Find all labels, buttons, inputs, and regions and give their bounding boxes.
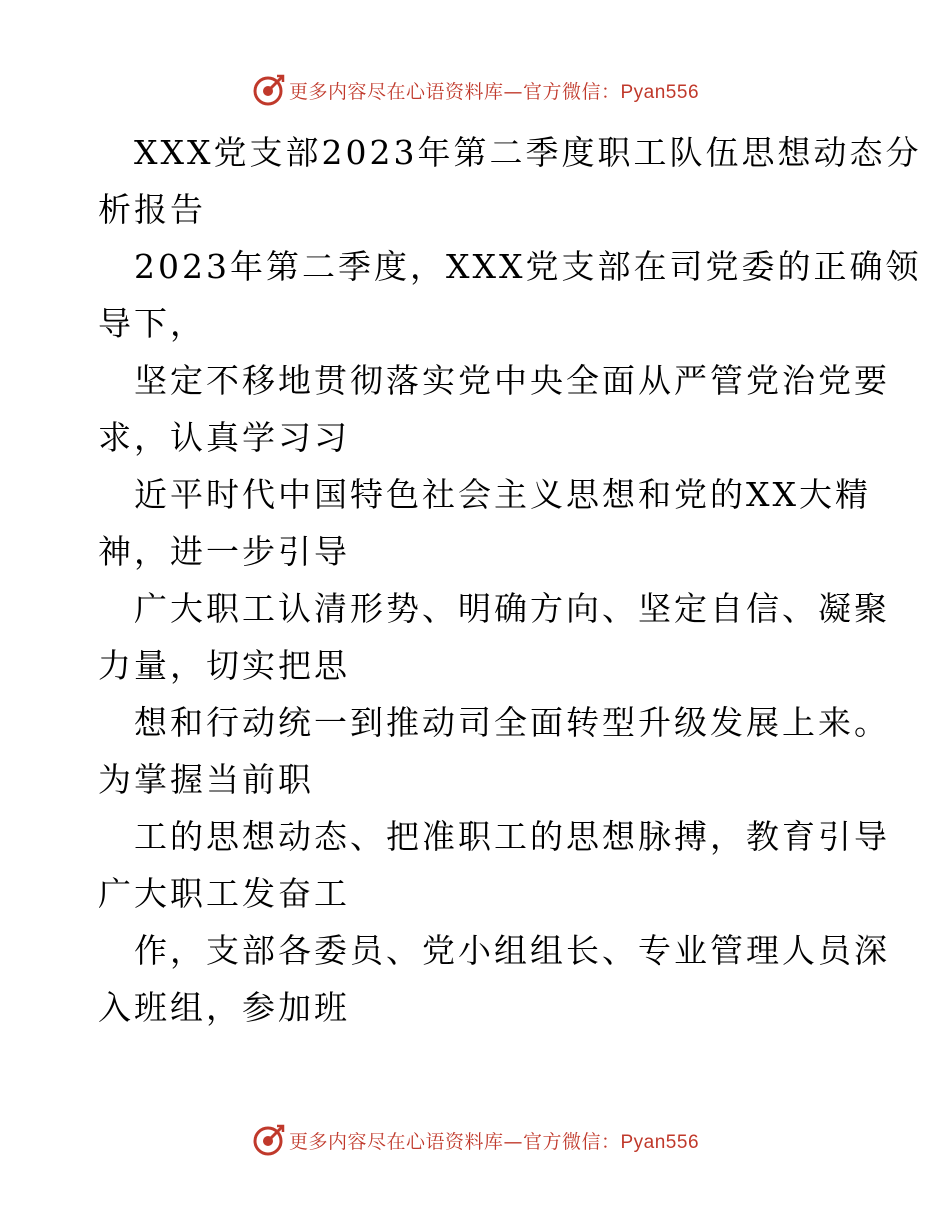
doc-line: 坚定不移地贯彻落实党中央全面从严管党治党要: [134, 361, 890, 400]
watermark-main: 更多内容尽在心语资料库: [288, 1130, 504, 1153]
watermark-separator: —: [503, 80, 523, 103]
doc-line: 神，进一步引导: [98, 532, 350, 571]
brand-logo-icon: [251, 1123, 285, 1157]
doc-line: 工的思想动态、把准职工的思想脉搏，教育引导: [134, 817, 890, 856]
watermark-wechat-label: 官方微信：: [522, 1130, 621, 1153]
watermark-wechat-id: Pyan556: [620, 1131, 700, 1153]
doc-line: 求，认真学习习: [98, 418, 350, 457]
watermark-text: [289, 1127, 699, 1154]
doc-line: 力量，切实把思: [98, 646, 350, 685]
doc-line: 想和行动统一到推动司全面转型升级发展上来。: [134, 703, 890, 742]
watermark-text: [289, 77, 699, 104]
watermark-separator: —: [503, 1130, 523, 1153]
brand-logo-icon: [251, 73, 285, 107]
watermark-main: 更多内容尽在心语资料库: [288, 80, 504, 103]
header-watermark: [0, 68, 950, 112]
doc-line: 导下，: [98, 304, 206, 343]
document-body: [98, 124, 922, 1036]
footer-watermark: [0, 1118, 950, 1162]
doc-line: 2023年第二季度，XXX党支部在司党委的正确领: [134, 247, 922, 286]
watermark-wechat-label: 官方微信：: [522, 80, 621, 103]
doc-line: 为掌握当前职: [98, 760, 314, 799]
doc-line: 析报告: [98, 190, 206, 229]
doc-line: XXX党支部2023年第二季度职工队伍思想动态分: [134, 133, 922, 172]
doc-line: 近平时代中国特色社会主义思想和党的XX大精: [134, 475, 871, 514]
watermark-wechat-id: Pyan556: [620, 81, 700, 103]
doc-line: 广大职工认清形势、明确方向、坚定自信、凝聚: [134, 589, 890, 628]
doc-line: 作，支部各委员、党小组组长、专业管理人员深: [134, 931, 890, 970]
doc-line: 广大职工发奋工: [98, 874, 350, 913]
doc-line: 入班组，参加班: [98, 988, 350, 1027]
